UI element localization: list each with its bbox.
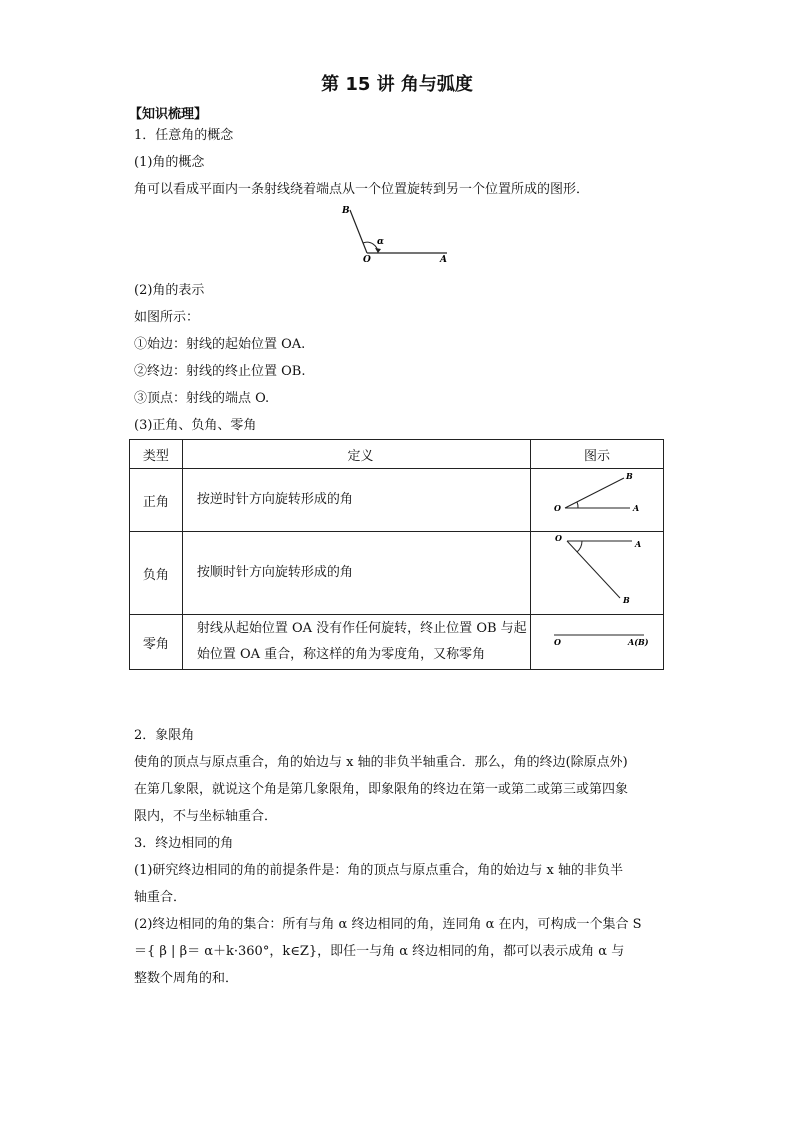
figure-zero: [531, 615, 664, 670]
label-o: O: [363, 255, 371, 265]
figure-positive: [531, 469, 664, 532]
header-type: 类型: [130, 440, 183, 469]
s3-p2-line: 整数个周角的和．: [134, 971, 239, 986]
table-row: [130, 615, 664, 670]
angle-types-table: [129, 439, 664, 670]
s1-definition: 角可以看成平面内一条射线绕着端点从一个位置旋转到另一个位置所成的图形．: [134, 182, 590, 197]
label-o: O: [554, 503, 561, 513]
definition-line: 按逆时针方向旋转形成的角: [196, 492, 353, 507]
positive-angle-figure: [532, 469, 662, 527]
ray-ob: [567, 541, 620, 598]
ray-ob: [350, 210, 367, 253]
label-a: A: [635, 539, 642, 549]
section-heading: 【知识梳理】: [129, 107, 208, 122]
label-ab: A(B): [628, 637, 649, 647]
table-header-row: [130, 440, 664, 469]
ray-ob: [565, 478, 624, 508]
definition-zero: [182, 615, 530, 670]
label-b: B: [623, 595, 630, 605]
page-title: 第 15 讲 角与弧度: [321, 74, 473, 95]
figure-negative: [531, 532, 664, 615]
angle-arc: [577, 502, 578, 508]
definition-line: 射线从起始位置 OA 没有作任何旋转，终止位置 OB 与起: [196, 621, 527, 636]
label-a: A: [440, 255, 447, 265]
table-row: [130, 469, 664, 532]
type-positive: 正角: [130, 469, 183, 532]
definition-line: 始位置 OA 重合，称这样的角为零度角，又称零角: [196, 647, 486, 662]
s3-p2-line: (2)终边相同的角的集合：所有与角 α 终边相同的角，连同角 α 在内，可构成一个集合 S: [134, 917, 642, 932]
type-negative: 负角: [130, 532, 183, 615]
s3-p1-line: 轴重合．: [134, 890, 187, 905]
s1-sub1: (1)角的概念: [134, 155, 205, 170]
arc-arrowhead: [375, 248, 381, 253]
initial-side-item: ①始边：射线的起始位置 OA.: [134, 337, 306, 352]
negative-angle-figure: [532, 532, 662, 610]
terminal-side-item: ②终边：射线的终止位置 OB.: [134, 364, 306, 379]
vertex-item: ③顶点：射线的端点 O.: [134, 391, 270, 406]
label-b: B: [342, 206, 350, 216]
s2-line: 限内，不与坐标轴重合．: [134, 809, 278, 824]
header-definition: 定义: [182, 440, 530, 469]
label-alpha: α: [377, 237, 384, 247]
type-zero: 零角: [130, 615, 183, 670]
label-a: A: [633, 503, 640, 513]
angle-arc: [577, 541, 582, 552]
s2-heading: 2．象限角: [134, 728, 195, 743]
definition-positive: [182, 469, 530, 532]
header-figure: 图示: [531, 440, 664, 469]
s3-p2-line: ＝{ β | β＝ α＋k·360°，k∈Z}，即任一与角 α 终边相同的角，都可以表示成角 α 与: [134, 944, 625, 959]
table-row: [130, 532, 664, 615]
zero-angle-figure: [532, 615, 662, 665]
s1-sub3: (3)正角、负角、零角: [134, 418, 257, 433]
s1-heading: 1．任意角的概念: [134, 128, 234, 143]
as-shown: 如图所示：: [134, 310, 200, 325]
s2-line: 使角的顶点与原点重合，角的始边与 x 轴的非负半轴重合．那么，角的终边(除原点外): [134, 755, 628, 770]
label-o: O: [554, 637, 561, 647]
angle-figure: [330, 198, 460, 266]
label-b: B: [626, 471, 633, 481]
label-o: O: [555, 533, 562, 543]
s3-p1-line: (1)研究终边相同的角的前提条件是：角的顶点与原点重合，角的始边与 x 轴的非负半: [134, 863, 624, 878]
s1-sub2: (2)角的表示: [134, 283, 205, 298]
s2-line: 在第几象限，就说这个角是第几象限角，即象限角的终边在第一或第二或第三或第四象: [134, 782, 629, 797]
definition-negative: [182, 532, 530, 615]
s3-heading: 3．终边相同的角: [134, 836, 234, 851]
definition-line: 按顺时针方向旋转形成的角: [196, 565, 353, 580]
